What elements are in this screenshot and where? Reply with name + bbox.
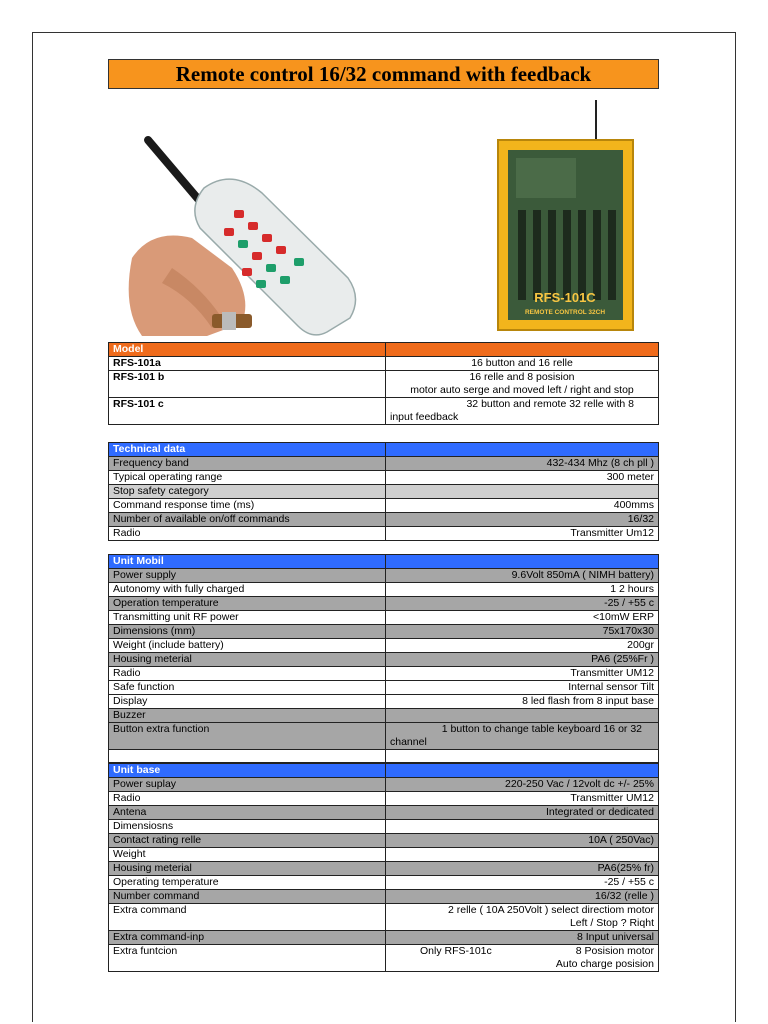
spec-label: Dimensions (mm) <box>109 625 386 639</box>
spec-label: Housing meterial <box>109 653 386 667</box>
spec-value: 220-250 Vac / 12volt dc +/- 25% <box>386 778 659 792</box>
model-desc-cont: motor auto serge and moved left / right and stop <box>410 384 634 396</box>
unit-base-header: Unit base <box>109 764 386 778</box>
spec-value: PA6 (25%Fr ) <box>386 653 659 667</box>
spec-label: Radio <box>109 527 386 541</box>
spec-label: Frequency band <box>109 457 386 471</box>
spec-label: Extra funtcion <box>109 945 386 972</box>
spec-label: Weight (include battery) <box>109 639 386 653</box>
spec-label: Autonomy with fully charged <box>109 583 386 597</box>
spec-value: 432-434 Mhz (8 ch pll ) <box>386 457 659 471</box>
spec-value: -25 / +55 c <box>386 597 659 611</box>
spec-label: Button extra function <box>109 723 386 750</box>
spec-label: Extra command <box>109 904 386 931</box>
spec-value: Transmitter UM12 <box>386 667 659 681</box>
spec-value: 8 led flash from 8 input base <box>386 695 659 709</box>
page-title: Remote control 16/32 command with feedback <box>175 61 592 86</box>
remote-control-photo <box>112 118 362 336</box>
spec-value: 9.6Volt 850mA ( NIMH battery) <box>386 569 659 583</box>
spec-value: 1 2 hours <box>386 583 659 597</box>
model-desc: 32 button and remote 32 relle with 8 <box>466 398 634 410</box>
spec-value: 8 Posision motor <box>575 945 654 957</box>
spec-value: 10A ( 250Vac) <box>386 834 659 848</box>
spec-value: 200gr <box>386 639 659 653</box>
spec-label: Housing meterial <box>109 862 386 876</box>
spec-label: Power suplay <box>109 778 386 792</box>
spec-value: PA6(25% fr) <box>386 862 659 876</box>
spec-label: Typical operating range <box>109 471 386 485</box>
unit-base-table <box>108 763 659 972</box>
spec-label: Buzzer <box>109 709 386 723</box>
spec-value: 8 Input universal <box>386 931 659 945</box>
spec-value-prefix: Only RFS-101c <box>420 945 492 957</box>
spec-label: Stop safety category <box>109 485 386 499</box>
spec-value: 75x170x30 <box>386 625 659 639</box>
spec-value: 400mms <box>386 499 659 513</box>
spec-label: Contact rating relle <box>109 834 386 848</box>
spec-value-cont: Auto charge posision <box>555 958 654 970</box>
base-unit-photo <box>488 100 638 335</box>
spec-value: 2 relle ( 10A 250Volt ) select directiom motor <box>447 904 654 916</box>
spec-label: Number of available on/off commands <box>109 513 386 527</box>
spec-value: -25 / +55 c <box>386 876 659 890</box>
model-desc-cont: input feedback <box>390 411 459 423</box>
spec-value: Transmitter UM12 <box>386 792 659 806</box>
spec-label: Power supply <box>109 569 386 583</box>
spec-label: Extra command-inp <box>109 931 386 945</box>
spec-value: Internal sensor Tilt <box>386 681 659 695</box>
spec-value: 300 meter <box>386 471 659 485</box>
spec-label: Operation temperature <box>109 597 386 611</box>
model-desc: 16 button and 16 relle <box>386 357 659 371</box>
base-label-model: RFS-101C <box>534 290 596 305</box>
technical-table <box>108 442 659 541</box>
spec-label: Weight <box>109 848 386 862</box>
spec-value: 1 button to change table keyboard 16 or 32 <box>441 723 642 735</box>
spec-label: Radio <box>109 792 386 806</box>
model-name: RFS-101 c <box>109 398 386 425</box>
spec-label: Radio <box>109 667 386 681</box>
model-name: RFS-101 b <box>109 371 386 398</box>
spec-value: 16/32 <box>386 513 659 527</box>
model-header: Model <box>109 343 386 357</box>
spec-label: Display <box>109 695 386 709</box>
model-desc: 16 relle and 8 posision <box>469 371 575 383</box>
spec-value: Transmitter Um12 <box>386 527 659 541</box>
unit-mobil-table <box>108 554 659 763</box>
spec-label: Dimensiosns <box>109 820 386 834</box>
spec-value <box>386 485 659 499</box>
spec-label: Operating temperature <box>109 876 386 890</box>
spec-label: Antena <box>109 806 386 820</box>
spec-label: Number command <box>109 890 386 904</box>
spec-value-cont: channel <box>390 736 427 748</box>
technical-header: Technical data <box>109 443 386 457</box>
spec-value: 16/32 (relle ) <box>386 890 659 904</box>
model-name: RFS-101a <box>109 357 386 371</box>
spec-value-cont: Left / Stop ? Riqht <box>569 917 654 929</box>
unit-mobil-header: Unit Mobil <box>109 555 386 569</box>
spec-value <box>386 820 659 834</box>
spec-label: Transmitting unit RF power <box>109 611 386 625</box>
model-table <box>108 342 659 425</box>
spec-value <box>386 848 659 862</box>
base-label-desc: REMOTE CONTROL 32CH <box>524 309 606 316</box>
spec-value <box>386 709 659 723</box>
spec-value: Integrated or dedicated <box>386 806 659 820</box>
spec-label: Safe function <box>109 681 386 695</box>
title-banner <box>108 59 659 89</box>
spec-label: Command response time (ms) <box>109 499 386 513</box>
spec-value: <10mW ERP <box>386 611 659 625</box>
